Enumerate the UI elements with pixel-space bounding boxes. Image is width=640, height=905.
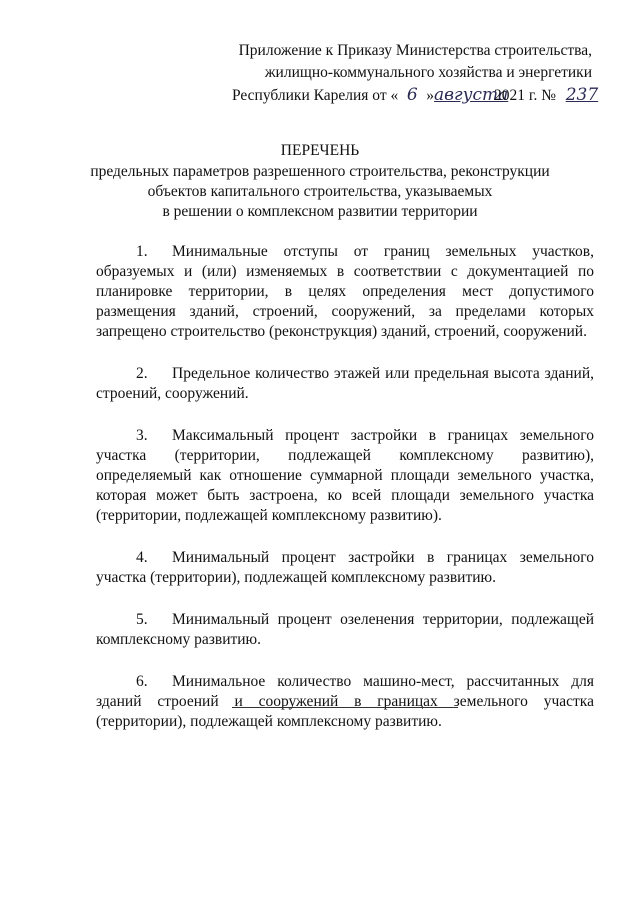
title-heading: ПЕРЕЧЕНЬ (280, 142, 360, 159)
header-quote-close: » (426, 87, 435, 104)
list-item (96, 364, 594, 404)
title-subtitle-line-1: предельных параметров разрешенного строительства, реконструкции (90, 163, 550, 180)
list-item-text: Минимальный процент озеленения территории, подлежащей комплексному развитию. (96, 611, 594, 648)
document-header (232, 40, 599, 107)
list-item-text: Максимальный процент застройки в границах земельного участка (территории, подлежащей комплексному развитию), определяемый как отношение суммарной площади земельного участка, которая может быть застроена, ко всей площади земельного участка (территории, подлежащей комплексному развитию). (96, 427, 594, 524)
parameters-list (96, 242, 594, 754)
handwritten-day: 6 (406, 85, 418, 105)
list-item (96, 548, 594, 588)
document-title (0, 141, 640, 222)
list-item-number: 1. (136, 243, 148, 260)
header-date-prefix: Республики Карелия от « (232, 87, 399, 104)
header-line-2: жилищно-коммунального хозяйства и энергетики (264, 64, 592, 81)
list-item-text: Минимальный процент застройки в границах земельного участка (территории), подлежащей комплексному развитию. (96, 549, 594, 586)
list-item-number: 3. (136, 427, 148, 444)
list-item-number: 4. (136, 549, 148, 566)
header-year-number-label: 2021 г. № (494, 87, 557, 104)
list-item (96, 610, 594, 650)
list-item-text: Минимальное количество машино-мест, рассчитанных для зданий строений и сооружений в границах земельного участка (территории), подлежащей комплексному развитию. (96, 673, 594, 730)
title-subtitle-line-2: объектов капитального строительства, указываемых (147, 183, 493, 200)
end-divider-line (232, 707, 458, 708)
title-subtitle-line-3: в решении о комплексном развитии территории (162, 203, 478, 220)
handwritten-order-number: 237 (565, 85, 599, 105)
list-item-number: 5. (136, 611, 148, 628)
header-line-1: Приложение к Приказу Министерства строительства, (238, 42, 592, 59)
list-item (96, 242, 594, 342)
handwritten-month: августа (434, 85, 509, 105)
list-item (96, 426, 594, 526)
list-item (96, 672, 594, 732)
list-item-number: 6. (136, 673, 148, 690)
list-item-number: 2. (136, 365, 148, 382)
header-line-3 (232, 84, 599, 107)
list-item-text: Минимальные отступы от границ земельных участков, образуемых и (или) изменяемых в соответствии с документацией по планировке территории, в целях определения мест допустимого размещения зданий, строений, сооружений, за пределами которых запрещено строительство (реконструкция) зданий, строений, сооружений. (96, 243, 594, 340)
list-item-text: Предельное количество этажей или предельная высота зданий, строений, сооружений. (96, 365, 594, 402)
